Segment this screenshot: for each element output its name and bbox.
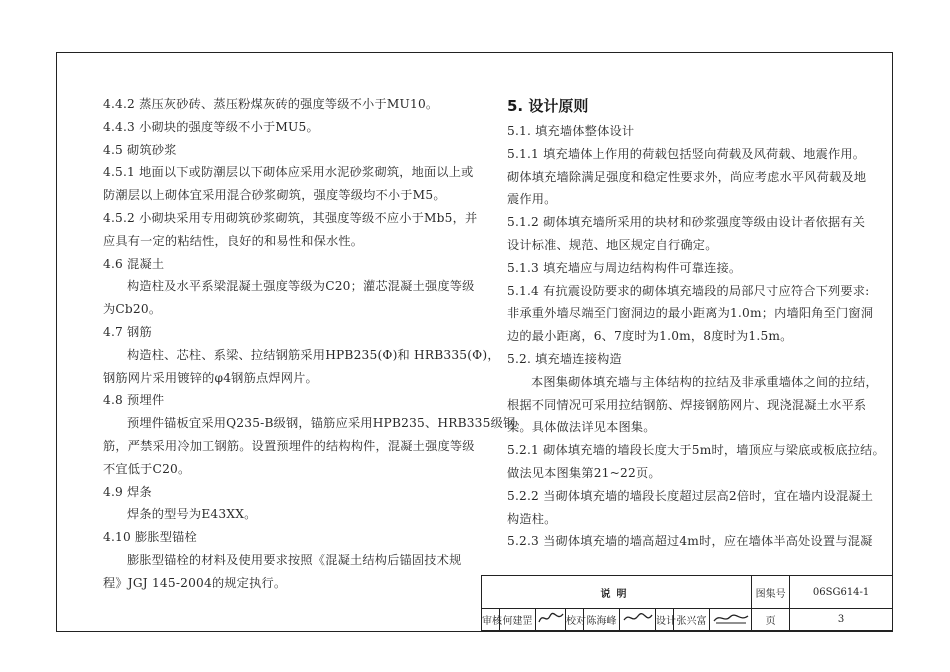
text-line: 不宜低于C20。 — [103, 461, 191, 476]
text-line: 5.2.1 砌体填充墙的墙段长度大于5m时，墙顶应与梁底或板底拉结。 — [507, 443, 885, 458]
text-line: 4.6 混凝土 — [103, 256, 165, 271]
text-line: 5.1.3 填充墙应与周边结构构件可靠连接。 — [507, 260, 742, 275]
section-heading: 5. 设计原则 — [507, 97, 589, 115]
text-line: 5.1.1 填充墙体上作用的荷载包括竖向荷载及风荷载、地震作用。 — [507, 146, 866, 161]
page-number: 3 — [790, 609, 893, 631]
design-signature — [710, 609, 752, 631]
text-line: 应具有一定的粘结性，良好的和易性和保水性。 — [103, 233, 364, 248]
text-line: 根据不同情况可采用拉结钢筋、焊接钢筋网片、现浇混凝土水平系 — [507, 397, 867, 412]
text-line: 4.4.3 小砌块的强度等级不小于MU5。 — [103, 119, 319, 134]
text-line: 5.2. 填充墙连接构造 — [507, 351, 622, 366]
text-line: 5.1. 填充墙体整体设计 — [507, 124, 635, 138]
text-line: 构造柱。 — [507, 511, 557, 526]
check-name: 陈海峰 — [584, 609, 620, 631]
text-line: 构造柱及水平系梁混凝土强度等级为C20；灌芯混凝土强度等级 — [127, 279, 475, 294]
text-line: 4.9 焊条 — [103, 484, 152, 499]
atlas-number: 06SG614-1 — [790, 576, 893, 609]
text-line: 为Cb20。 — [103, 302, 162, 317]
text-line: 设计标准、规范、地区规定自行确定。 — [507, 237, 718, 252]
text-line: 筋，严禁采用冷加工钢筋。设置预埋件的结构构件，混凝土强度等级 — [103, 438, 475, 453]
text-line: 5.1.4 有抗震设防要求的砌体填充墙段的局部尺寸应符合下列要求: — [507, 283, 870, 298]
check-label: 校对 — [566, 609, 584, 631]
text-line: 程》JGJ 145-2004的规定执行。 — [103, 575, 287, 590]
title-block — [481, 575, 893, 631]
right-column — [507, 93, 885, 553]
review-label: 审核 — [482, 609, 500, 631]
text-line: 防潮层以上砌体宜采用混合砂浆砌筑，强度等级均不小于M5。 — [103, 188, 446, 203]
text-line: 4.4.2 蒸压灰砂砖、蒸压粉煤灰砖的强度等级不小于MU10。 — [103, 97, 439, 111]
page-label: 页 — [752, 609, 790, 631]
text-line: 膨胀型锚栓的材料及使用要求按照《混凝土结构后锚固技术规 — [127, 552, 462, 567]
text-line: 预埋件锚板宜采用Q235-B级钢，锚筋应采用HPB235、HRB335级钢 — [127, 416, 516, 431]
signature-mark — [537, 610, 565, 626]
text-line: 4.5 砌筑砂浆 — [103, 142, 177, 157]
text-line: 4.10 膨胀型锚栓 — [103, 530, 197, 545]
text-line: 震作用。 — [507, 192, 557, 207]
text-line: 边的最小距离，6、7度时为1.0m，8度时为1.5m。 — [507, 329, 793, 344]
text-line: 5.2.2 当砌体填充墙的墙段长度超过层高2倍时，宜在墙内设混凝土 — [507, 488, 874, 503]
text-line: 本图集砌体填充墙与主体结构的拉结及非承重墙体之间的拉结， — [531, 374, 878, 389]
text-line: 砌体填充墙除满足强度和稳定性要求外，尚应考虑水平风荷载及地 — [507, 169, 867, 184]
sheet-title: 说明 — [482, 576, 752, 609]
left-column — [103, 93, 516, 595]
design-name: 张兴富 — [674, 609, 710, 631]
text-line: 4.8 预埋件 — [103, 393, 165, 408]
design-label: 设计 — [656, 609, 674, 631]
text-line: 钢筋网片采用镀锌的φ4钢筋点焊网片。 — [103, 370, 318, 385]
text-line: 梁。具体做法详见本图集。 — [507, 420, 656, 435]
text-line: 4.7 钢筋 — [103, 324, 152, 339]
text-line: 5.2.3 当砌体填充墙的墙高超过4m时，应在墙体半高处设置与混凝 — [507, 534, 873, 549]
drawing-sheet — [56, 52, 893, 632]
review-name: 何建罡 — [500, 609, 536, 631]
text-line: 构造柱、芯柱、系梁、拉结钢筋采用HPB235(Φ)和 HRB335(Φ)， — [127, 347, 500, 362]
text-line: 焊条的型号为E43XX。 — [127, 507, 257, 522]
signature-mark — [712, 610, 750, 626]
text-line: 4.5.2 小砌块采用专用砌筑砂浆砌筑，其强度等级不应小于Mb5，并 — [103, 210, 478, 225]
signature-mark — [622, 610, 654, 626]
text-line: 做法见本图集第21~22页。 — [507, 465, 661, 480]
atlas-number-label: 图集号 — [752, 576, 790, 609]
text-line: 4.5.1 地面以下或防潮层以下砌体应采用水泥砂浆砌筑，地面以上或 — [103, 165, 474, 180]
review-signature — [536, 609, 566, 631]
text-line: 5.1.2 砌体填充墙所采用的块材和砂浆强度等级由设计者依据有关 — [507, 215, 866, 230]
check-signature — [620, 609, 656, 631]
text-line: 非承重外墙尽端至门窗洞边的最小距离为1.0m；内墙阳角至门窗洞 — [507, 306, 874, 321]
